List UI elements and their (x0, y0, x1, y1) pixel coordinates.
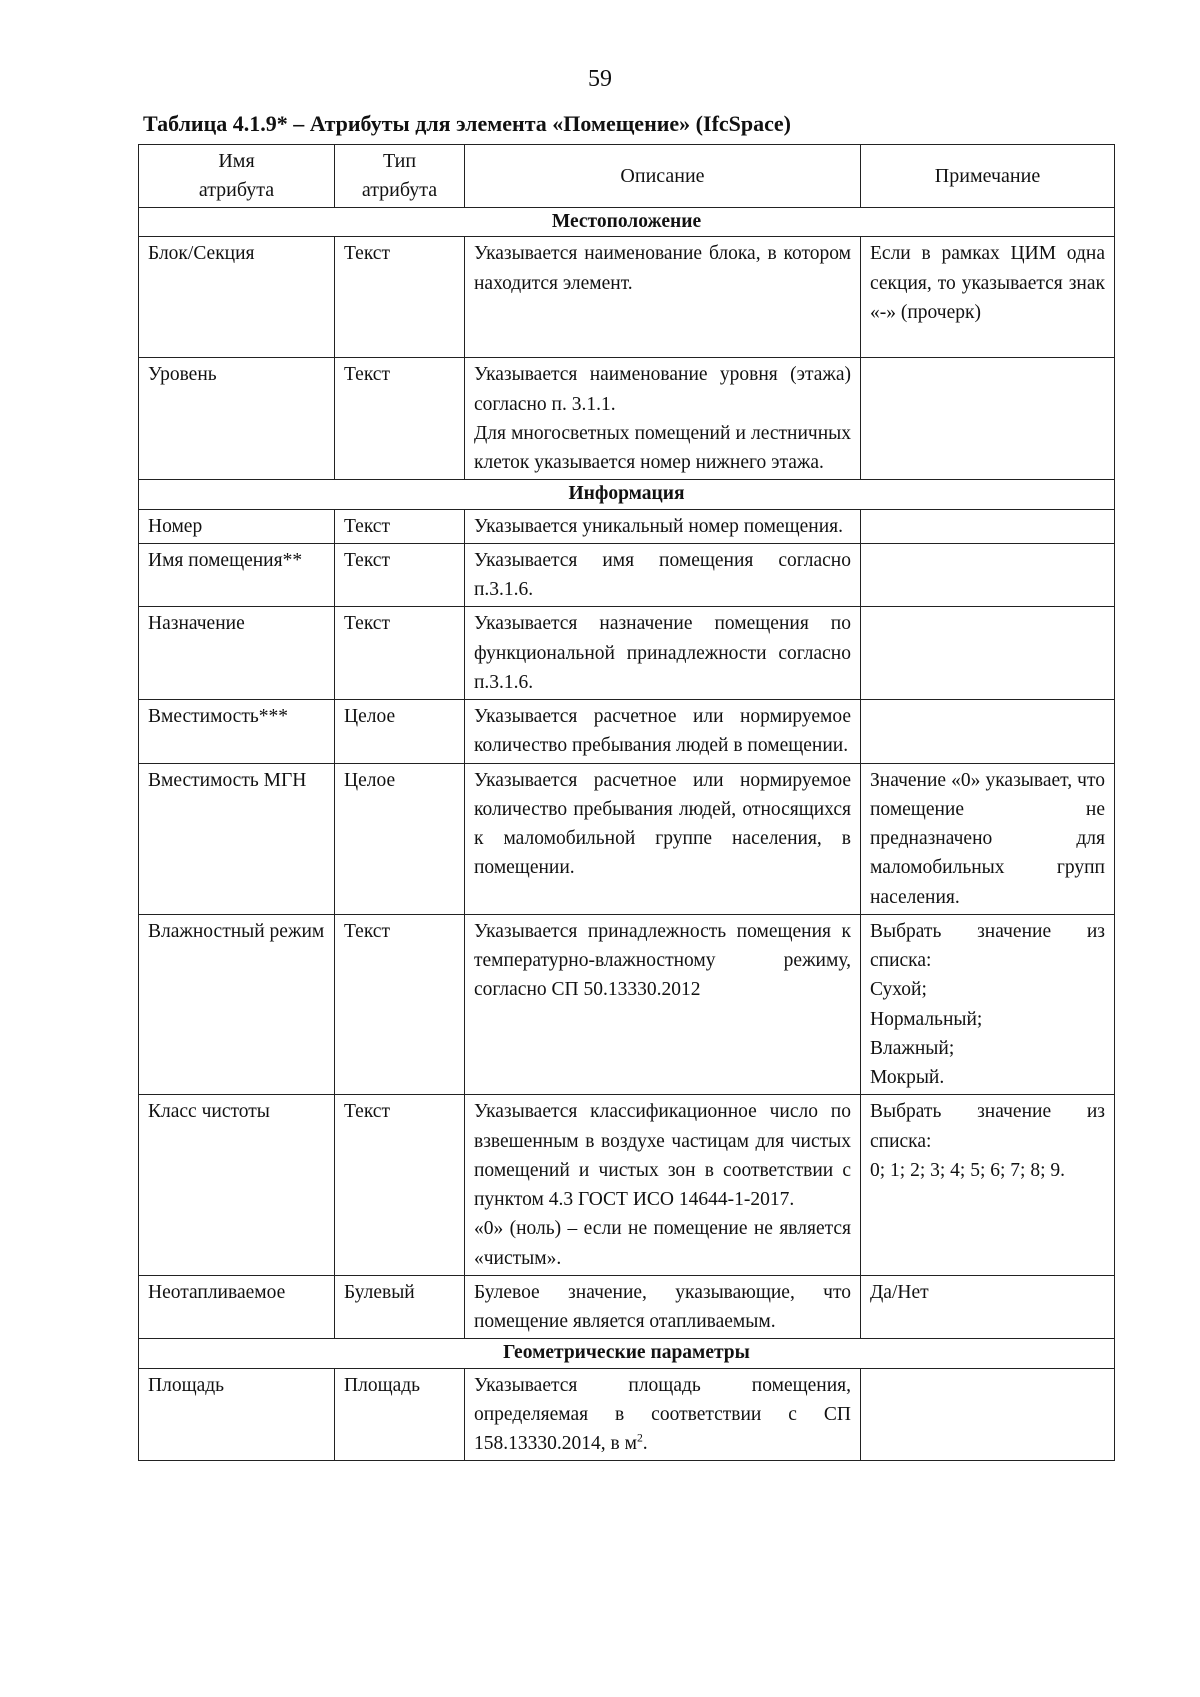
attr-type: Площадь (335, 1368, 465, 1461)
attr-note (861, 1368, 1115, 1461)
table-row (139, 763, 1115, 914)
header-type: Тип атрибута (335, 145, 465, 208)
section-location: Местоположение (139, 208, 1115, 237)
description-text: Указывается площадь помещения, определяемая в соответствии с СП 158.13330.2014, в м (474, 1374, 851, 1455)
attr-name: Назначение (139, 607, 335, 700)
attr-type: Текст (335, 914, 465, 1095)
table-title: Таблица 4.1.9* – Атрибуты для элемента «Помещение» (IfcSpace) (143, 111, 791, 136)
attributes-table (138, 144, 1115, 1461)
table-row (139, 543, 1115, 607)
description-line: Указывается наименование уровня (этажа) согласно п. 3.1.1. (474, 364, 851, 415)
attr-name: Блок/Секция (139, 237, 335, 358)
table-row (139, 237, 1115, 358)
header-description: Описание (465, 145, 861, 208)
attr-note (861, 700, 1115, 764)
attr-type: Текст (335, 358, 465, 480)
note-options: Сухой; Нормальный; Влажный; Мокрый. (870, 979, 983, 1089)
attr-note: Значение «0» указывает, что помещение не предназначено для маломобильных групп населения. (861, 763, 1115, 914)
header-name: Имя атрибута (139, 145, 335, 208)
header-note: Примечание (861, 145, 1115, 208)
attr-name: Неотапливаемое (139, 1275, 335, 1339)
attr-description: Булевое значение, указывающие, что помещение является отапливаемым. (465, 1275, 861, 1339)
table-row (139, 607, 1115, 700)
attr-description: Указывается расчетное или нормируемое количество пребывания людей, относящихся к маломобильной группе населения, в помещении. (465, 763, 861, 914)
section-geometry: Геометрические параметры (139, 1339, 1115, 1368)
table-header-row (139, 145, 1115, 208)
attr-description (465, 1368, 861, 1461)
table-row (139, 1368, 1115, 1461)
page-number: 59 (588, 66, 612, 92)
description-end: . (642, 1433, 648, 1455)
attr-type: Текст (335, 607, 465, 700)
attr-description (465, 1095, 861, 1276)
attr-note (861, 358, 1115, 480)
note-options: 0; 1; 2; 3; 4; 5; 6; 7; 8; 9. (870, 1159, 1066, 1181)
attr-type: Целое (335, 763, 465, 914)
attr-note (861, 543, 1115, 607)
attr-description (465, 358, 861, 480)
attr-type: Текст (335, 1095, 465, 1276)
description-line: Указывается классификационное число по взвешенным в воздухе частицам для чистых помещений и чистых зон в соответствии с пунктом 4.3 ГОСТ ИСО 14644-1-2017. (474, 1101, 851, 1211)
table-row (139, 358, 1115, 480)
section-row (139, 208, 1115, 237)
attr-note (861, 914, 1115, 1095)
attr-description: Указывается имя помещения согласно п.3.1.6. (465, 543, 861, 607)
table-row (139, 509, 1115, 543)
attr-name: Вместимость МГН (139, 763, 335, 914)
section-row (139, 1339, 1115, 1368)
attr-name: Влажностный режим (139, 914, 335, 1095)
attr-name: Вместимость*** (139, 700, 335, 764)
attr-description: Указывается расчетное или нормируемое количество пребывания людей в помещении. (465, 700, 861, 764)
attr-note (861, 607, 1115, 700)
attr-description: Указывается принадлежность помещения к температурно-влажностному режиму, согласно СП 50.13330.2012 (465, 914, 861, 1095)
attr-note: Да/Нет (861, 1275, 1115, 1339)
attr-name: Класс чистоты (139, 1095, 335, 1276)
attr-type: Текст (335, 543, 465, 607)
section-information: Информация (139, 480, 1115, 509)
attr-type: Текст (335, 509, 465, 543)
attr-type: Целое (335, 700, 465, 764)
attr-note (861, 1095, 1115, 1276)
attr-description: Указывается наименование блока, в котором находится элемент. (465, 237, 861, 358)
description-line: Для многосветных помещений и лестничных клеток указывается номер нижнего этажа. (474, 422, 851, 474)
attr-name: Уровень (139, 358, 335, 480)
table-row (139, 700, 1115, 764)
attr-description: Указывается уникальный номер помещения. (465, 509, 861, 543)
note-line: Выбрать значение из списка: (870, 1101, 1105, 1152)
superscript: 2 (636, 1431, 643, 1445)
attr-name: Номер (139, 509, 335, 543)
attr-note (861, 509, 1115, 543)
attr-name: Имя помещения** (139, 543, 335, 607)
note-line: Выбрать значение из списка: (870, 920, 1105, 972)
table-row (139, 1275, 1115, 1339)
description-line: «0» (ноль) – если не помещение не является «чистым». (474, 1218, 851, 1269)
table-row (139, 914, 1115, 1095)
attr-description: Указывается назначение помещения по функциональной принадлежности согласно п.3.1.6. (465, 607, 861, 700)
attr-name: Площадь (139, 1368, 335, 1461)
section-row (139, 480, 1115, 509)
attr-type: Булевый (335, 1275, 465, 1339)
attr-note: Если в рамках ЦИМ одна секция, то указывается знак «-» (прочерк) (861, 237, 1115, 358)
attr-type: Текст (335, 237, 465, 358)
table-row (139, 1095, 1115, 1276)
